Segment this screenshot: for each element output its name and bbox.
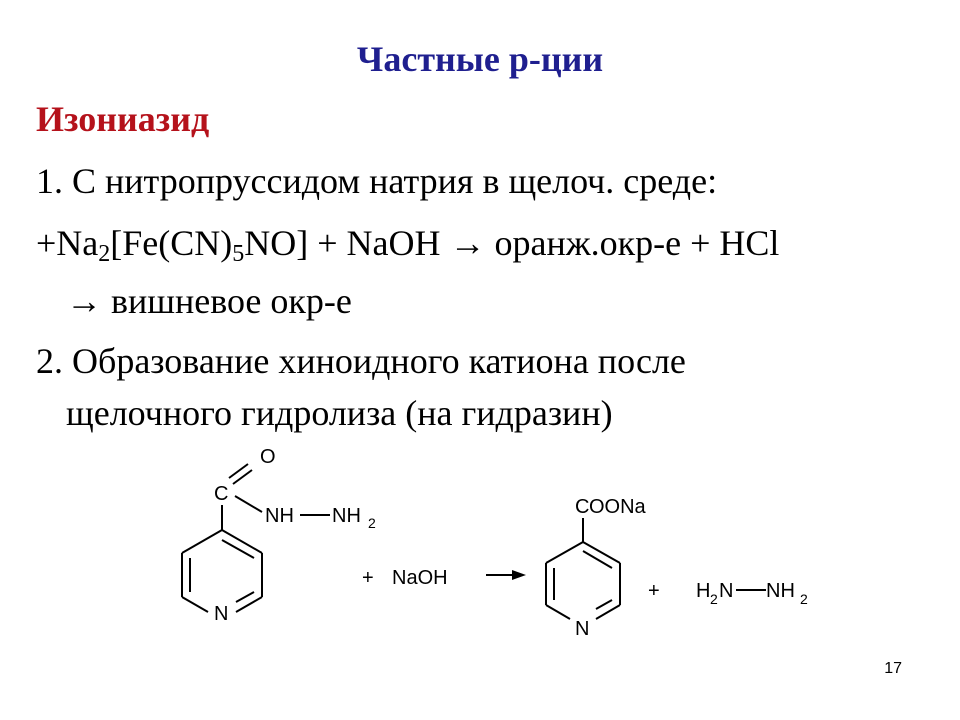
reaction-sub-5: 5 [232,241,245,267]
reaction-result1: оранж.окр-е + HCl [494,223,780,263]
oxygen-label: O [260,446,276,468]
naoh-label: NaOH [392,567,448,589]
slide-title: Частные р-ции [356,39,604,79]
coona-c-label: C [575,496,590,518]
coona-rest-label: OONa [589,496,646,518]
pyridine-ring-2 [546,518,620,619]
arrow-icon: → [449,223,486,263]
nh2-sub: 2 [368,515,376,531]
hydrazine-nh2: NH [766,580,795,602]
slide-subtitle: Изониазид [36,99,210,139]
item2-line2: щелочного гидролиза (на гидразин) [66,393,613,433]
item1-heading: 1. С нитропруссидом натрия в щелоч. среде: [36,161,718,201]
ring1-n-label: N [214,603,229,625]
nh2-label: NH [332,505,361,527]
hydrazine-h-sub: 2 [710,591,718,607]
reaction-na: +Na [36,223,99,263]
ring2-n-label: N [575,618,590,640]
hydrazine-n: N [719,580,734,602]
reaction-no-naoh: NO] + NaOH [244,223,441,263]
plus-1: + [362,567,374,589]
reaction-arrow-icon [486,570,526,580]
hydrazine-nh2-sub: 2 [800,591,808,607]
hydrazine-h: H [696,580,711,602]
item2-line1: 2. Образование хиноидного катиона после [36,341,686,381]
reaction-fecn: [Fe(CN) [110,223,233,263]
carbon-label: C [214,483,229,505]
nh-label: NH [265,505,294,527]
plus-2: + [648,580,660,602]
reaction-result2: вишневое окр-е [111,281,352,321]
arrow-icon: → [66,281,102,321]
reaction-sub-2: 2 [98,241,111,267]
page-number: 17 [884,660,902,677]
pyridine-ring-1 [182,464,330,612]
